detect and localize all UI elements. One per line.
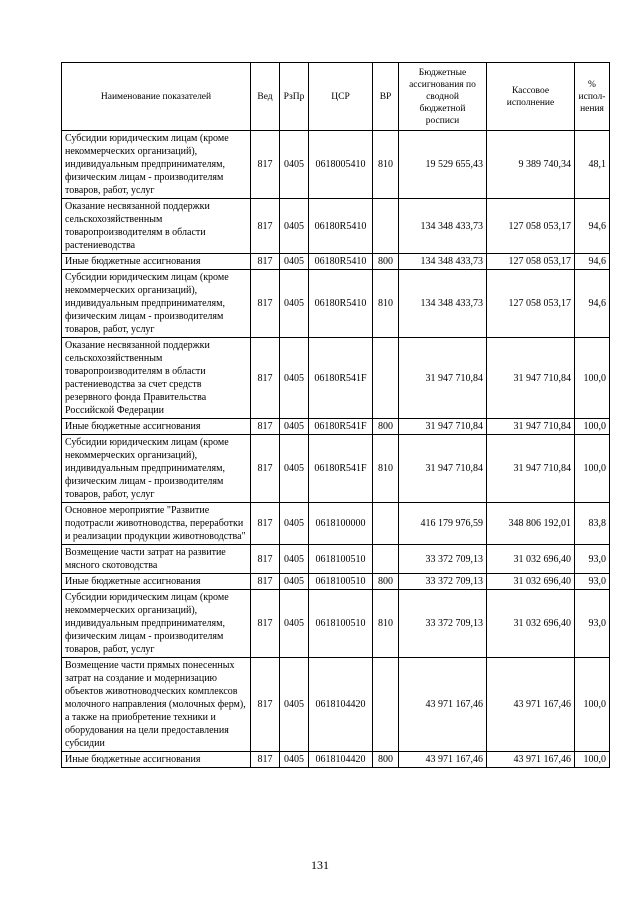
row-budget: 19 529 655,43 — [399, 131, 487, 199]
row-vr — [373, 503, 399, 545]
header-cash: Кассовое исполнение — [487, 63, 575, 131]
row-pct: 94,6 — [575, 270, 610, 338]
row-csr: 0618100510 — [309, 545, 373, 574]
row-name: Субсидии юридическим лицам (кроме некоммерческих организаций), индивидуальным предпринимателям, физическим лицам - производителям товаров, работ, услуг — [62, 131, 251, 199]
table-row — [62, 254, 610, 270]
row-vr: 810 — [373, 435, 399, 503]
row-rzpr: 0405 — [280, 131, 309, 199]
row-rzpr: 0405 — [280, 574, 309, 590]
row-ved: 817 — [251, 752, 280, 768]
header-budget: Бюджетные ассигнования по сводной бюджетной росписи — [399, 63, 487, 131]
row-cash: 9 389 740,34 — [487, 131, 575, 199]
row-csr: 0618005410 — [309, 131, 373, 199]
row-csr: 06180R5410 — [309, 199, 373, 254]
row-vr — [373, 199, 399, 254]
row-vr — [373, 338, 399, 419]
table-row — [62, 752, 610, 768]
row-name: Основное мероприятие "Развитие подотрасли животноводства, переработки и реализации продукции животноводства" — [62, 503, 251, 545]
row-cash: 348 806 192,01 — [487, 503, 575, 545]
table-row — [62, 419, 610, 435]
row-rzpr: 0405 — [280, 199, 309, 254]
row-rzpr: 0405 — [280, 419, 309, 435]
row-budget: 134 348 433,73 — [399, 199, 487, 254]
row-name: Субсидии юридическим лицам (кроме некоммерческих организаций), индивидуальным предпринимателям, физическим лицам - производителям товаров, работ, услуг — [62, 590, 251, 658]
row-csr: 0618104420 — [309, 658, 373, 752]
row-vr: 800 — [373, 254, 399, 270]
row-pct: 83,8 — [575, 503, 610, 545]
row-budget: 31 947 710,84 — [399, 435, 487, 503]
table-row — [62, 199, 610, 254]
row-ved: 817 — [251, 270, 280, 338]
header-csr: ЦСР — [309, 63, 373, 131]
row-ved: 817 — [251, 658, 280, 752]
row-cash: 127 058 053,17 — [487, 270, 575, 338]
header-vr: ВР — [373, 63, 399, 131]
row-ved: 817 — [251, 131, 280, 199]
row-ved: 817 — [251, 503, 280, 545]
row-vr: 810 — [373, 270, 399, 338]
row-ved: 817 — [251, 419, 280, 435]
row-name: Оказание несвязанной поддержки сельскохозяйственным товаропроизводителям в области растениеводства за счет средств резервного фонда Правительства Российской Федерации — [62, 338, 251, 419]
row-rzpr: 0405 — [280, 254, 309, 270]
row-vr: 810 — [373, 131, 399, 199]
row-pct: 100,0 — [575, 338, 610, 419]
table-row — [62, 270, 610, 338]
row-csr: 06180R541F — [309, 419, 373, 435]
row-cash: 43 971 167,46 — [487, 752, 575, 768]
row-csr: 0618104420 — [309, 752, 373, 768]
row-vr: 800 — [373, 419, 399, 435]
row-budget: 416 179 976,59 — [399, 503, 487, 545]
row-cash: 31 947 710,84 — [487, 435, 575, 503]
row-budget: 33 372 709,13 — [399, 574, 487, 590]
row-vr: 810 — [373, 590, 399, 658]
row-budget: 43 971 167,46 — [399, 658, 487, 752]
row-pct: 93,0 — [575, 590, 610, 658]
row-vr: 800 — [373, 574, 399, 590]
row-csr: 06180R5410 — [309, 254, 373, 270]
page-number: 131 — [311, 858, 329, 872]
row-budget: 134 348 433,73 — [399, 270, 487, 338]
budget-execution-table — [61, 62, 610, 768]
row-pct: 100,0 — [575, 435, 610, 503]
header-ved: Вед — [251, 63, 280, 131]
row-name: Субсидии юридическим лицам (кроме некоммерческих организаций), индивидуальным предпринимателям, физическим лицам - производителям товаров, работ, услуг — [62, 270, 251, 338]
row-name: Оказание несвязанной поддержки сельскохозяйственным товаропроизводителям в области растениеводства — [62, 199, 251, 254]
row-csr: 0618100510 — [309, 574, 373, 590]
table-row — [62, 131, 610, 199]
row-cash: 127 058 053,17 — [487, 254, 575, 270]
row-rzpr: 0405 — [280, 435, 309, 503]
row-pct: 93,0 — [575, 545, 610, 574]
row-pct: 100,0 — [575, 419, 610, 435]
row-cash: 31 947 710,84 — [487, 419, 575, 435]
table-row — [62, 503, 610, 545]
row-vr — [373, 658, 399, 752]
row-ved: 817 — [251, 338, 280, 419]
row-csr: 06180R541F — [309, 435, 373, 503]
row-budget: 31 947 710,84 — [399, 338, 487, 419]
row-pct: 100,0 — [575, 658, 610, 752]
row-ved: 817 — [251, 435, 280, 503]
row-cash: 43 971 167,46 — [487, 658, 575, 752]
row-pct: 93,0 — [575, 574, 610, 590]
row-budget: 134 348 433,73 — [399, 254, 487, 270]
row-name: Возмещение части прямых понесенных затрат на создание и модернизацию объектов животноводческих комплексов молочного направления (молочных ферм), а также на приобретение техники и оборудования на цели предоставления субсидии — [62, 658, 251, 752]
table-row — [62, 435, 610, 503]
row-pct: 100,0 — [575, 752, 610, 768]
row-vr: 800 — [373, 752, 399, 768]
row-ved: 817 — [251, 590, 280, 658]
row-ved: 817 — [251, 545, 280, 574]
row-rzpr: 0405 — [280, 658, 309, 752]
row-rzpr: 0405 — [280, 590, 309, 658]
row-name: Иные бюджетные ассигнования — [62, 752, 251, 768]
row-rzpr: 0405 — [280, 752, 309, 768]
row-name: Иные бюджетные ассигнования — [62, 574, 251, 590]
row-name: Иные бюджетные ассигнования — [62, 254, 251, 270]
table-row — [62, 338, 610, 419]
table-row — [62, 574, 610, 590]
row-cash: 127 058 053,17 — [487, 199, 575, 254]
row-ved: 817 — [251, 254, 280, 270]
row-budget: 43 971 167,46 — [399, 752, 487, 768]
row-name: Иные бюджетные ассигнования — [62, 419, 251, 435]
header-rzpr: РзПр — [280, 63, 309, 131]
row-ved: 817 — [251, 574, 280, 590]
row-csr: 06180R5410 — [309, 270, 373, 338]
row-pct: 94,6 — [575, 254, 610, 270]
row-ved: 817 — [251, 199, 280, 254]
row-csr: 0618100510 — [309, 590, 373, 658]
row-budget: 33 372 709,13 — [399, 590, 487, 658]
row-rzpr: 0405 — [280, 270, 309, 338]
row-cash: 31 032 696,40 — [487, 545, 575, 574]
row-vr — [373, 545, 399, 574]
row-cash: 31 947 710,84 — [487, 338, 575, 419]
row-csr: 06180R541F — [309, 338, 373, 419]
header-pct: % испол-нения — [575, 63, 610, 131]
row-budget: 31 947 710,84 — [399, 419, 487, 435]
table-row — [62, 545, 610, 574]
row-rzpr: 0405 — [280, 545, 309, 574]
row-budget: 33 372 709,13 — [399, 545, 487, 574]
row-cash: 31 032 696,40 — [487, 574, 575, 590]
table-row — [62, 590, 610, 658]
table-header-row — [62, 63, 610, 131]
row-pct: 48,1 — [575, 131, 610, 199]
row-pct: 94,6 — [575, 199, 610, 254]
row-cash: 31 032 696,40 — [487, 590, 575, 658]
row-rzpr: 0405 — [280, 503, 309, 545]
row-csr: 0618100000 — [309, 503, 373, 545]
header-name: Наименование показателей — [62, 63, 251, 131]
row-name: Субсидии юридическим лицам (кроме некоммерческих организаций), индивидуальным предпринимателям, физическим лицам - производителям товаров, работ, услуг — [62, 435, 251, 503]
table-row — [62, 658, 610, 752]
row-name: Возмещение части затрат на развитие мясного скотоводства — [62, 545, 251, 574]
row-rzpr: 0405 — [280, 338, 309, 419]
